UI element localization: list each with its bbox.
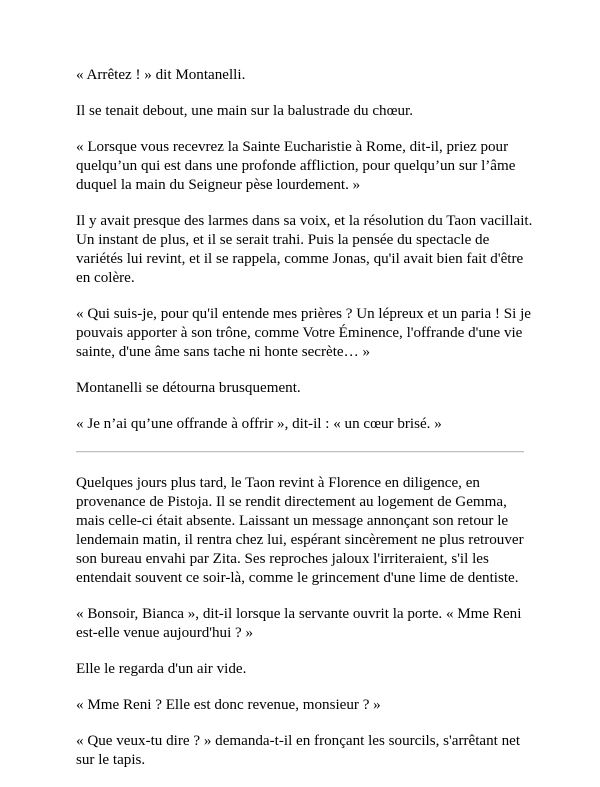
paragraph bbox=[76, 415, 536, 434]
paragraph bbox=[76, 696, 536, 715]
text-line: son bureau envahi par Zita. Ses reproches jaloux l'irriteraient, s'il les bbox=[76, 551, 489, 567]
paragraph bbox=[76, 474, 536, 588]
paragraph bbox=[76, 66, 536, 85]
text-line: quelqu’un qui est dans une profonde affliction, pour quelqu’un sur l’âme bbox=[76, 158, 516, 174]
paragraph bbox=[76, 660, 536, 679]
paragraph bbox=[76, 138, 536, 195]
section-divider bbox=[76, 451, 524, 453]
text-section-1 bbox=[76, 66, 536, 434]
text-line: « Je n’ai qu’une offrande à offrir », dit-il : « un cœur brisé. » bbox=[76, 416, 442, 432]
paragraph bbox=[76, 732, 536, 770]
document-page bbox=[76, 66, 536, 787]
text-line: provenance de Pistoja. Il se rendit directement au logement de Gemma, bbox=[76, 494, 507, 510]
text-line: pouvais apporter à son trône, comme Votre Éminence, l'offrande d'une vie bbox=[76, 325, 523, 341]
paragraph bbox=[76, 102, 536, 121]
text-line: « Arrêtez ! » dit Montanelli. bbox=[76, 67, 246, 83]
paragraph bbox=[76, 305, 536, 362]
text-line: Il se tenait debout, une main sur la balustrade du chœur. bbox=[76, 103, 414, 119]
text-line: Un instant de plus, et il se serait trahi. Puis la pensée du spectacle de bbox=[76, 232, 490, 248]
text-line: entendait souvent ce soir-là, comme le grincement d'une lime de dentiste. bbox=[76, 570, 519, 586]
text-line: Il y avait presque des larmes dans sa voix, et la résolution du Taon vacillait. bbox=[76, 213, 533, 229]
text-line: Quelques jours plus tard, le Taon revint à Florence en diligence, en bbox=[76, 475, 480, 491]
text-line: Montanelli se détourna brusquement. bbox=[76, 380, 301, 396]
text-line: mais celle-ci était absente. Laissant un message annonçant son retour le bbox=[76, 513, 509, 529]
paragraph bbox=[76, 212, 536, 288]
text-line: sainte, d'une âme sans tache ni honte secrète… » bbox=[76, 344, 371, 360]
paragraph bbox=[76, 605, 536, 643]
paragraph bbox=[76, 379, 536, 398]
text-line: « Mme Reni ? Elle est donc revenue, monsieur ? » bbox=[76, 697, 381, 713]
text-line: sur le tapis. bbox=[76, 752, 146, 768]
text-line: variétés lui revint, et il se rappela, comme Jonas, qu'il avait bien fait d'être bbox=[76, 251, 524, 267]
text-line: « Lorsque vous recevrez la Sainte Eucharistie à Rome, dit-il, priez pour bbox=[76, 139, 509, 155]
text-line: est-elle venue aujourd'hui ? » bbox=[76, 625, 254, 641]
text-line: « Bonsoir, Bianca », dit-il lorsque la servante ouvrit la porte. « Mme Reni bbox=[76, 606, 522, 622]
text-line: « Que veux-tu dire ? » demanda-t-il en fronçant les sourcils, s'arrêtant net bbox=[76, 733, 521, 749]
text-section-2 bbox=[76, 474, 536, 770]
text-line: lendemain matin, il rentra chez lui, espérant sincèrement ne plus retrouver bbox=[76, 532, 524, 548]
text-line: « Qui suis-je, pour qu'il entende mes prières ? Un lépreux et un paria ! Si je bbox=[76, 306, 531, 322]
text-line: duquel la main du Seigneur pèse lourdement. » bbox=[76, 177, 361, 193]
text-line: en colère. bbox=[76, 270, 135, 286]
text-line: Elle le regarda d'un air vide. bbox=[76, 661, 247, 677]
